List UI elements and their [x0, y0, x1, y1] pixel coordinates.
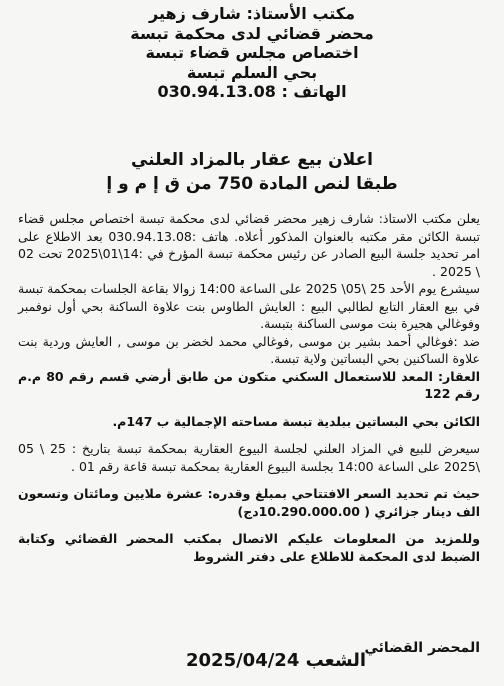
auction-paragraph: سيعرض للبيع في المزاد العلني لجلسة البيوع العقارية بمحكمة تبسة بتاريخ : 25 \ 05 \2025 على الساعة 14:00 بجلسة البيوع العقارية بمحكمة تبسة قاعة رقم 01 .: [18, 441, 480, 474]
intro-paragraph: يعلن مكتب الاستاذ: شارف زهير محضر قضائي لدى محكمة تبسة اختصاص مجلس قضاء تبسة الكائن مقر مكتبه بالعنوان المذكور أعلاه. هاتف :030.94.13.08 بعد الاطلاع على امر تحديد جلسة البيع الصادر عن رئيس محكمة تبسة المؤرخ في :14\01\2025 تحت 02 \ 2025 .: [18, 211, 480, 279]
title-legal-basis: طبقا لنص المادة 750 من ق إ م و إ: [106, 174, 398, 194]
price-paragraph: حيث تم تحديد السعر الافتتاحي بمبلغ وقدره: عشرة ملايين ومائتان وتسعون الف دينار جزائري ( 10.290.000.00دج): [18, 486, 480, 519]
phone-number: 030.94.13.08: [157, 82, 276, 101]
office-name: مكتب الأستاذ: شارف زهير: [149, 4, 355, 23]
office-phone: [0, 82, 504, 102]
office-district: بحي السلم تبسة: [186, 62, 318, 82]
announcement-body: [18, 210, 480, 565]
against-paragraph: ضد :فوغالي أحمد بشير بن موسى ,فوغالي محمد لخضر بن موسى , العايش وردية بنت علاوة الساكنين بحي البساتين ولاية تبسة.: [18, 333, 480, 366]
office-header: [0, 4, 504, 102]
phone-label: الهاتف :: [281, 82, 347, 101]
office-role: محضر قضائي لدى محكمة تبسة: [130, 23, 374, 43]
property-paragraph: العقار: المعد للاستعمال السكني متكون من طابق أرضي قسم رقم 80 م.م رقم 122: [18, 368, 480, 401]
publication-line: الشعب 2025/04/24: [186, 650, 367, 671]
signature-label: المحضر القضائي: [364, 640, 480, 656]
title-main: اعلان بيع عقار بالمزاد العلني: [130, 150, 374, 170]
location-paragraph: الكائن بحي البساتين ببلدية تبسة مساحته الإجمالية ب 147م.: [112, 413, 480, 429]
announcement-title: [0, 148, 504, 196]
office-jurisdiction: اختصاص مجلس قضاء تبسة: [145, 43, 359, 62]
sale-paragraph: سيشرع يوم الأحد 25 \05\ 2025 على الساعة 14:00 زوالا بقاعة الجلسات بمحكمة تبسة في بيع العقار التابع لطالبي البيع : العايش الطاوس بنت علاوة الساكنة بحي أول نوفمبر وفوغالي هجيرة بنت موسى الساكنة بتبسة.: [18, 281, 481, 331]
contact-paragraph: وللمزيد من المعلومات عليكم الاتصال بمكتب المحضر القضائي وكتابة الضبط لدى المحكمة للاطلاع على دفتر الشروط: [18, 531, 480, 564]
